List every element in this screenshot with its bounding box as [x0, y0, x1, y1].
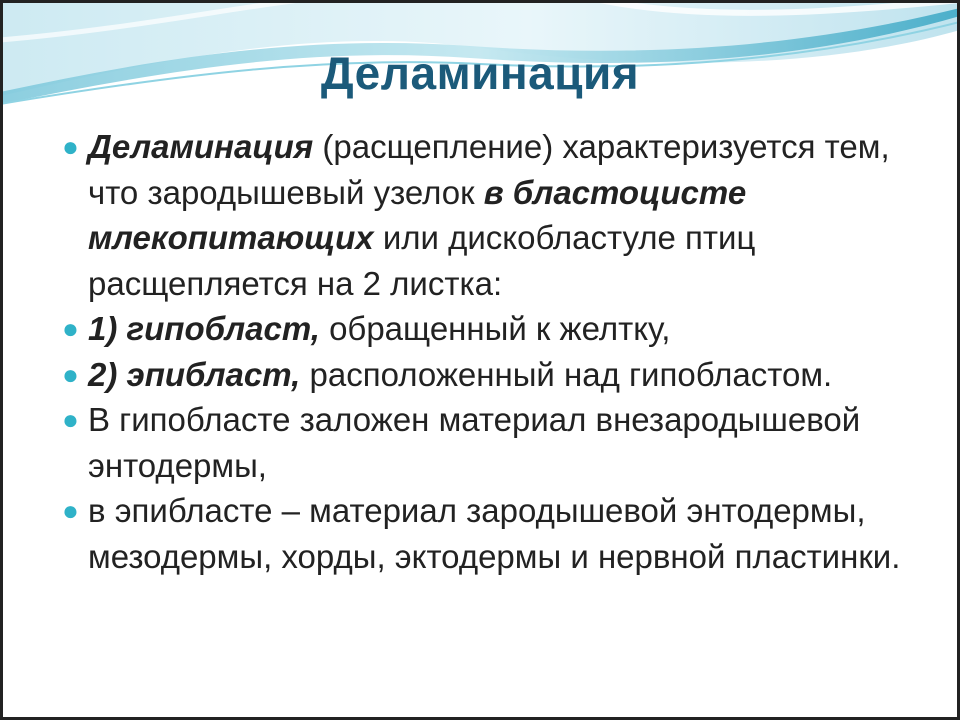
- bullet-item: [56, 306, 916, 352]
- bullet-list: [56, 124, 916, 579]
- bullet-item: [56, 488, 916, 579]
- bullet-item: [56, 352, 916, 398]
- slide-title: Деламинация: [320, 47, 640, 99]
- bullet-text: расположенный над гипобластом.: [300, 355, 833, 393]
- bullet-text: В гипобласте заложен материал внезародышевой энтодермы,: [88, 401, 861, 484]
- bullet-dot-icon: ●: [62, 358, 79, 390]
- emphasis-text: в бластоцисте млекопитающих: [88, 173, 747, 256]
- term-text: 2) эпибласт,: [88, 355, 301, 393]
- bullet-text: в эпибласте – материал зародышевой энтодермы, мезодермы, хорды, эктодермы и нервной пластинки.: [88, 492, 901, 575]
- bullet-item: [56, 124, 916, 306]
- bullet-dot-icon: ●: [62, 313, 79, 344]
- bullet-item: [56, 397, 916, 488]
- bullet-text: или дискобластуле птиц расщепляется на 2 листка:: [88, 219, 756, 302]
- bullet-dot-icon: ●: [62, 404, 79, 435]
- bullet-dot-icon: ●: [62, 495, 79, 526]
- bullet-text: обращенный к желтку,: [319, 310, 671, 347]
- term-text: Деламинация: [88, 128, 314, 165]
- term-text: 1) гипобласт,: [88, 310, 320, 347]
- bullet-dot-icon: ●: [62, 131, 79, 162]
- bullet-text: (расщепление) характеризуется тем, что зародышевый узелок: [88, 128, 890, 211]
